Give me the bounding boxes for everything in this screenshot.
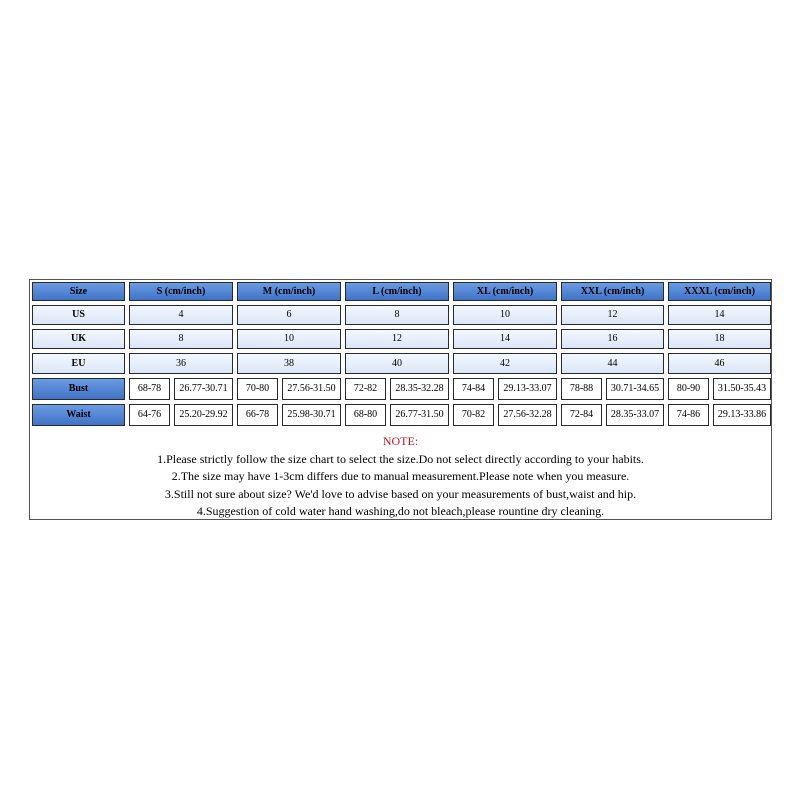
measure-cm-cell: 72-82 [345, 378, 386, 400]
measure-inch-cell: 26.77-30.71 [174, 378, 233, 400]
measure-inch-cell: 29.13-33.86 [713, 404, 771, 426]
measure-inch-cell: 27.56-32.28 [498, 404, 557, 426]
measure-cm-cell: 78-88 [561, 378, 602, 400]
size-value-cell: 10 [453, 305, 557, 325]
header-size-column: L (cm/inch) [345, 282, 449, 301]
note-line-2: 2.The size may have 1-3cm differs due to manual measurement.Please note when you measure. [171, 469, 630, 483]
size-value-cell: 8 [345, 305, 449, 325]
size-value-cell: 8 [129, 329, 233, 349]
size-value-cell: 12 [561, 305, 664, 325]
measure-cm-cell: 70-80 [237, 378, 278, 400]
size-chart [29, 279, 772, 520]
measure-cm-cell: 68-78 [129, 378, 170, 400]
measure-inch-cell: 26.77-31.50 [390, 404, 449, 426]
size-value-cell: 40 [345, 353, 449, 374]
row-label-uk: UK [32, 329, 125, 349]
size-value-cell: 38 [237, 353, 341, 374]
measure-inch-cell: 30.71-34.65 [606, 378, 664, 400]
measure-inch-cell: 29.13-33.07 [498, 378, 557, 400]
notes-title: NOTE: [382, 434, 419, 448]
header-size-column: S (cm/inch) [129, 282, 233, 301]
size-value-cell: 4 [129, 305, 233, 325]
row-label-eu: EU [32, 353, 125, 374]
header-size-column: XL (cm/inch) [453, 282, 557, 301]
size-value-cell: 10 [237, 329, 341, 349]
size-value-cell: 44 [561, 353, 664, 374]
size-value-cell: 12 [345, 329, 449, 349]
notes-section [30, 428, 771, 519]
measure-inch-cell: 28.35-32.28 [390, 378, 449, 400]
note-line-3: 3.Still not sure about size? We'd love to advise based on your measurements of bust,waist and hip. [164, 486, 637, 501]
header-size-column: M (cm/inch) [237, 282, 341, 301]
row-label-waist: Waist [32, 404, 125, 426]
note-line-4: 4.Suggestion of cold water hand washing,do not bleach,please rountine dry cleaning. [196, 504, 605, 518]
measure-inch-cell: 25.20-29.92 [174, 404, 233, 426]
row-label-bust: Bust [32, 378, 125, 400]
header-size-label: Size [32, 282, 125, 301]
measure-cm-cell: 72-84 [561, 404, 602, 426]
measure-cm-cell: 66-78 [237, 404, 278, 426]
size-value-cell: 16 [561, 329, 664, 349]
measure-cm-cell: 80-90 [668, 378, 709, 400]
measure-inch-cell: 27.56-31.50 [282, 378, 341, 400]
measure-inch-cell: 31.50-35.43 [713, 378, 771, 400]
size-value-cell: 6 [237, 305, 341, 325]
size-value-cell: 14 [453, 329, 557, 349]
measure-cm-cell: 70-82 [453, 404, 494, 426]
header-size-column: XXXL (cm/inch) [668, 282, 771, 301]
size-value-cell: 14 [668, 305, 771, 325]
size-value-cell: 46 [668, 353, 771, 374]
size-value-cell: 42 [453, 353, 557, 374]
note-line-1: 1.Please strictly follow the size chart to select the size.Do not select directly according to your habits. [157, 451, 644, 466]
size-value-cell: 18 [668, 329, 771, 349]
row-label-us: US [32, 305, 125, 325]
measure-inch-cell: 25.98-30.71 [282, 404, 341, 426]
measure-inch-cell: 28.35-33.07 [606, 404, 664, 426]
measure-cm-cell: 64-76 [129, 404, 170, 426]
measure-cm-cell: 68-80 [345, 404, 386, 426]
header-size-column: XXL (cm/inch) [561, 282, 664, 301]
measure-cm-cell: 74-86 [668, 404, 709, 426]
size-value-cell: 36 [129, 353, 233, 374]
measure-cm-cell: 74-84 [453, 378, 494, 400]
